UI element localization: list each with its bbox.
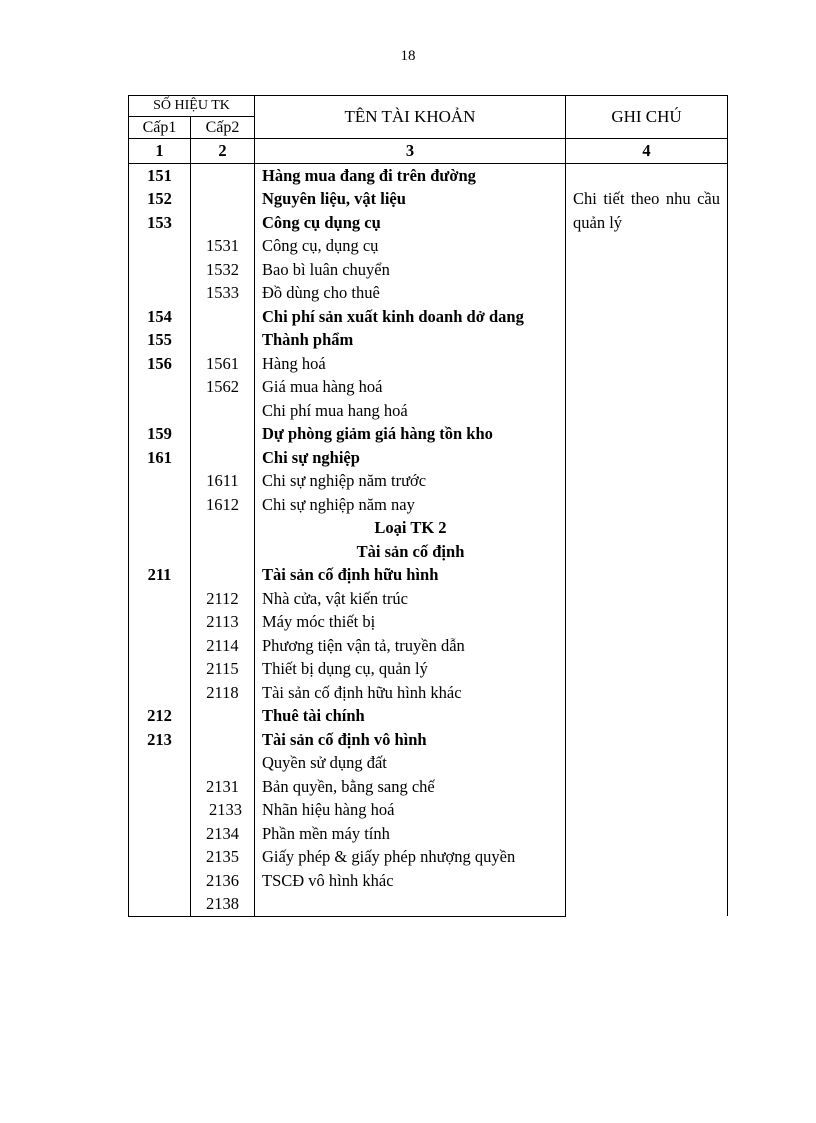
level1-code <box>129 281 191 305</box>
column-number: 2 <box>191 139 255 164</box>
level1-code <box>129 751 191 775</box>
chart-of-accounts-table <box>128 95 728 917</box>
table-row <box>129 163 728 187</box>
level2-code <box>191 516 255 540</box>
level2-code <box>191 446 255 470</box>
header-account-name: TÊN TÀI KHOẢN <box>255 96 566 139</box>
level2-code: 2113 <box>191 610 255 634</box>
level2-code: 2115 <box>191 657 255 681</box>
level1-code: 159 <box>129 422 191 446</box>
level1-code <box>129 493 191 517</box>
account-name: Đồ dùng cho thuê <box>255 281 566 305</box>
level2-code: 1561 <box>191 352 255 376</box>
level1-code <box>129 657 191 681</box>
page-number: 18 <box>400 48 416 64</box>
account-name: Chi sự nghiệp năm nay <box>255 493 566 517</box>
account-name: Giấy phép & giấy phép nhượng quyền <box>255 845 566 869</box>
level1-code <box>129 892 191 916</box>
level1-code <box>129 375 191 399</box>
level2-code: 2136 <box>191 869 255 893</box>
level2-code <box>191 305 255 329</box>
account-name: Hàng hoá <box>255 352 566 376</box>
level1-code: 155 <box>129 328 191 352</box>
level2-code <box>191 728 255 752</box>
account-name: Quyền sử dụng đất <box>255 751 566 775</box>
level2-code <box>191 187 255 211</box>
level1-code <box>129 540 191 564</box>
level2-code: 1612 <box>191 493 255 517</box>
level2-code: 2138 <box>191 892 255 916</box>
account-name: Phương tiện vận tả, truyền dẫn <box>255 634 566 658</box>
level1-code <box>129 798 191 822</box>
level1-code <box>129 775 191 799</box>
header-level-1: Cấp1 <box>129 117 191 139</box>
account-name: Công cụ, dụng cụ <box>255 234 566 258</box>
account-name: Thành phẩm <box>255 328 566 352</box>
account-name: Công cụ dụng cụ <box>255 211 566 235</box>
account-name: Tài sản cố định <box>255 540 566 564</box>
level1-code: 161 <box>129 446 191 470</box>
level1-code: 212 <box>129 704 191 728</box>
account-name: Bản quyền, bằng sang chế <box>255 775 566 799</box>
level1-code <box>129 681 191 705</box>
header-note: GHI CHÚ <box>566 96 728 139</box>
account-name: Dự phòng giảm giá hàng tồn kho <box>255 422 566 446</box>
level1-code: 213 <box>129 728 191 752</box>
level1-code <box>129 587 191 611</box>
level1-code: 154 <box>129 305 191 329</box>
level1-code <box>129 869 191 893</box>
level2-code: 1531 <box>191 234 255 258</box>
account-name: Tài sản cố định vô hình <box>255 728 566 752</box>
level1-code <box>129 399 191 423</box>
account-name: Chi phí mua hang hoá <box>255 399 566 423</box>
level1-code <box>129 516 191 540</box>
account-name: Thiết bị dụng cụ, quản lý <box>255 657 566 681</box>
level2-code <box>191 163 255 187</box>
account-name: Chi phí sản xuất kinh doanh dở dang <box>255 305 566 329</box>
account-name: Chi sự nghiệp năm trước <box>255 469 566 493</box>
level2-code: 2134 <box>191 822 255 846</box>
account-name: Nhà cửa, vật kiến trúc <box>255 587 566 611</box>
level1-code <box>129 258 191 282</box>
level1-code: 153 <box>129 211 191 235</box>
level2-code: 2133 <box>191 798 255 822</box>
column-number-row <box>129 139 728 164</box>
level2-code: 2131 <box>191 775 255 799</box>
level2-code <box>191 399 255 423</box>
level2-code: 1533 <box>191 281 255 305</box>
account-name: Chi sự nghiệp <box>255 446 566 470</box>
account-name: Thuê tài chính <box>255 704 566 728</box>
account-name: Nguyên liệu, vật liệu <box>255 187 566 211</box>
level2-code <box>191 422 255 446</box>
level2-code: 2118 <box>191 681 255 705</box>
account-name: Bao bì luân chuyển <box>255 258 566 282</box>
column-number: 4 <box>566 139 728 164</box>
level1-code <box>129 634 191 658</box>
header-account-code: SỐ HIỆU TK <box>129 96 255 117</box>
level2-code: 2135 <box>191 845 255 869</box>
level2-code: 1562 <box>191 375 255 399</box>
account-name: Hàng mua đang đi trên đường <box>255 163 566 187</box>
level2-code <box>191 540 255 564</box>
level1-code <box>129 469 191 493</box>
level1-code <box>129 234 191 258</box>
level1-code: 151 <box>129 163 191 187</box>
level1-code <box>129 845 191 869</box>
level1-code: 156 <box>129 352 191 376</box>
level2-code: 1611 <box>191 469 255 493</box>
level2-code <box>191 751 255 775</box>
account-name: Tài sản cố định hữu hình khác <box>255 681 566 705</box>
level2-code <box>191 563 255 587</box>
account-name: Máy móc thiết bị <box>255 610 566 634</box>
account-name: Nhãn hiệu hàng hoá <box>255 798 566 822</box>
level2-code: 2114 <box>191 634 255 658</box>
level2-code <box>191 211 255 235</box>
level1-code <box>129 610 191 634</box>
level2-code: 1532 <box>191 258 255 282</box>
column-number: 3 <box>255 139 566 164</box>
note-cell <box>566 163 728 916</box>
account-name <box>255 892 566 916</box>
level2-code <box>191 704 255 728</box>
account-name: TSCĐ vô hình khác <box>255 869 566 893</box>
column-number: 1 <box>129 139 191 164</box>
level1-code: 211 <box>129 563 191 587</box>
level2-code: 2112 <box>191 587 255 611</box>
account-name: Loại TK 2 <box>255 516 566 540</box>
note-text: Chi tiết theo nhu cầu quản lý <box>573 189 720 232</box>
level1-code: 152 <box>129 187 191 211</box>
account-name: Giá mua hàng hoá <box>255 375 566 399</box>
header-level-2: Cấp2 <box>191 117 255 139</box>
level2-code <box>191 328 255 352</box>
account-name: Phần mền máy tính <box>255 822 566 846</box>
level1-code <box>129 822 191 846</box>
account-name: Tài sản cố định hữu hình <box>255 563 566 587</box>
